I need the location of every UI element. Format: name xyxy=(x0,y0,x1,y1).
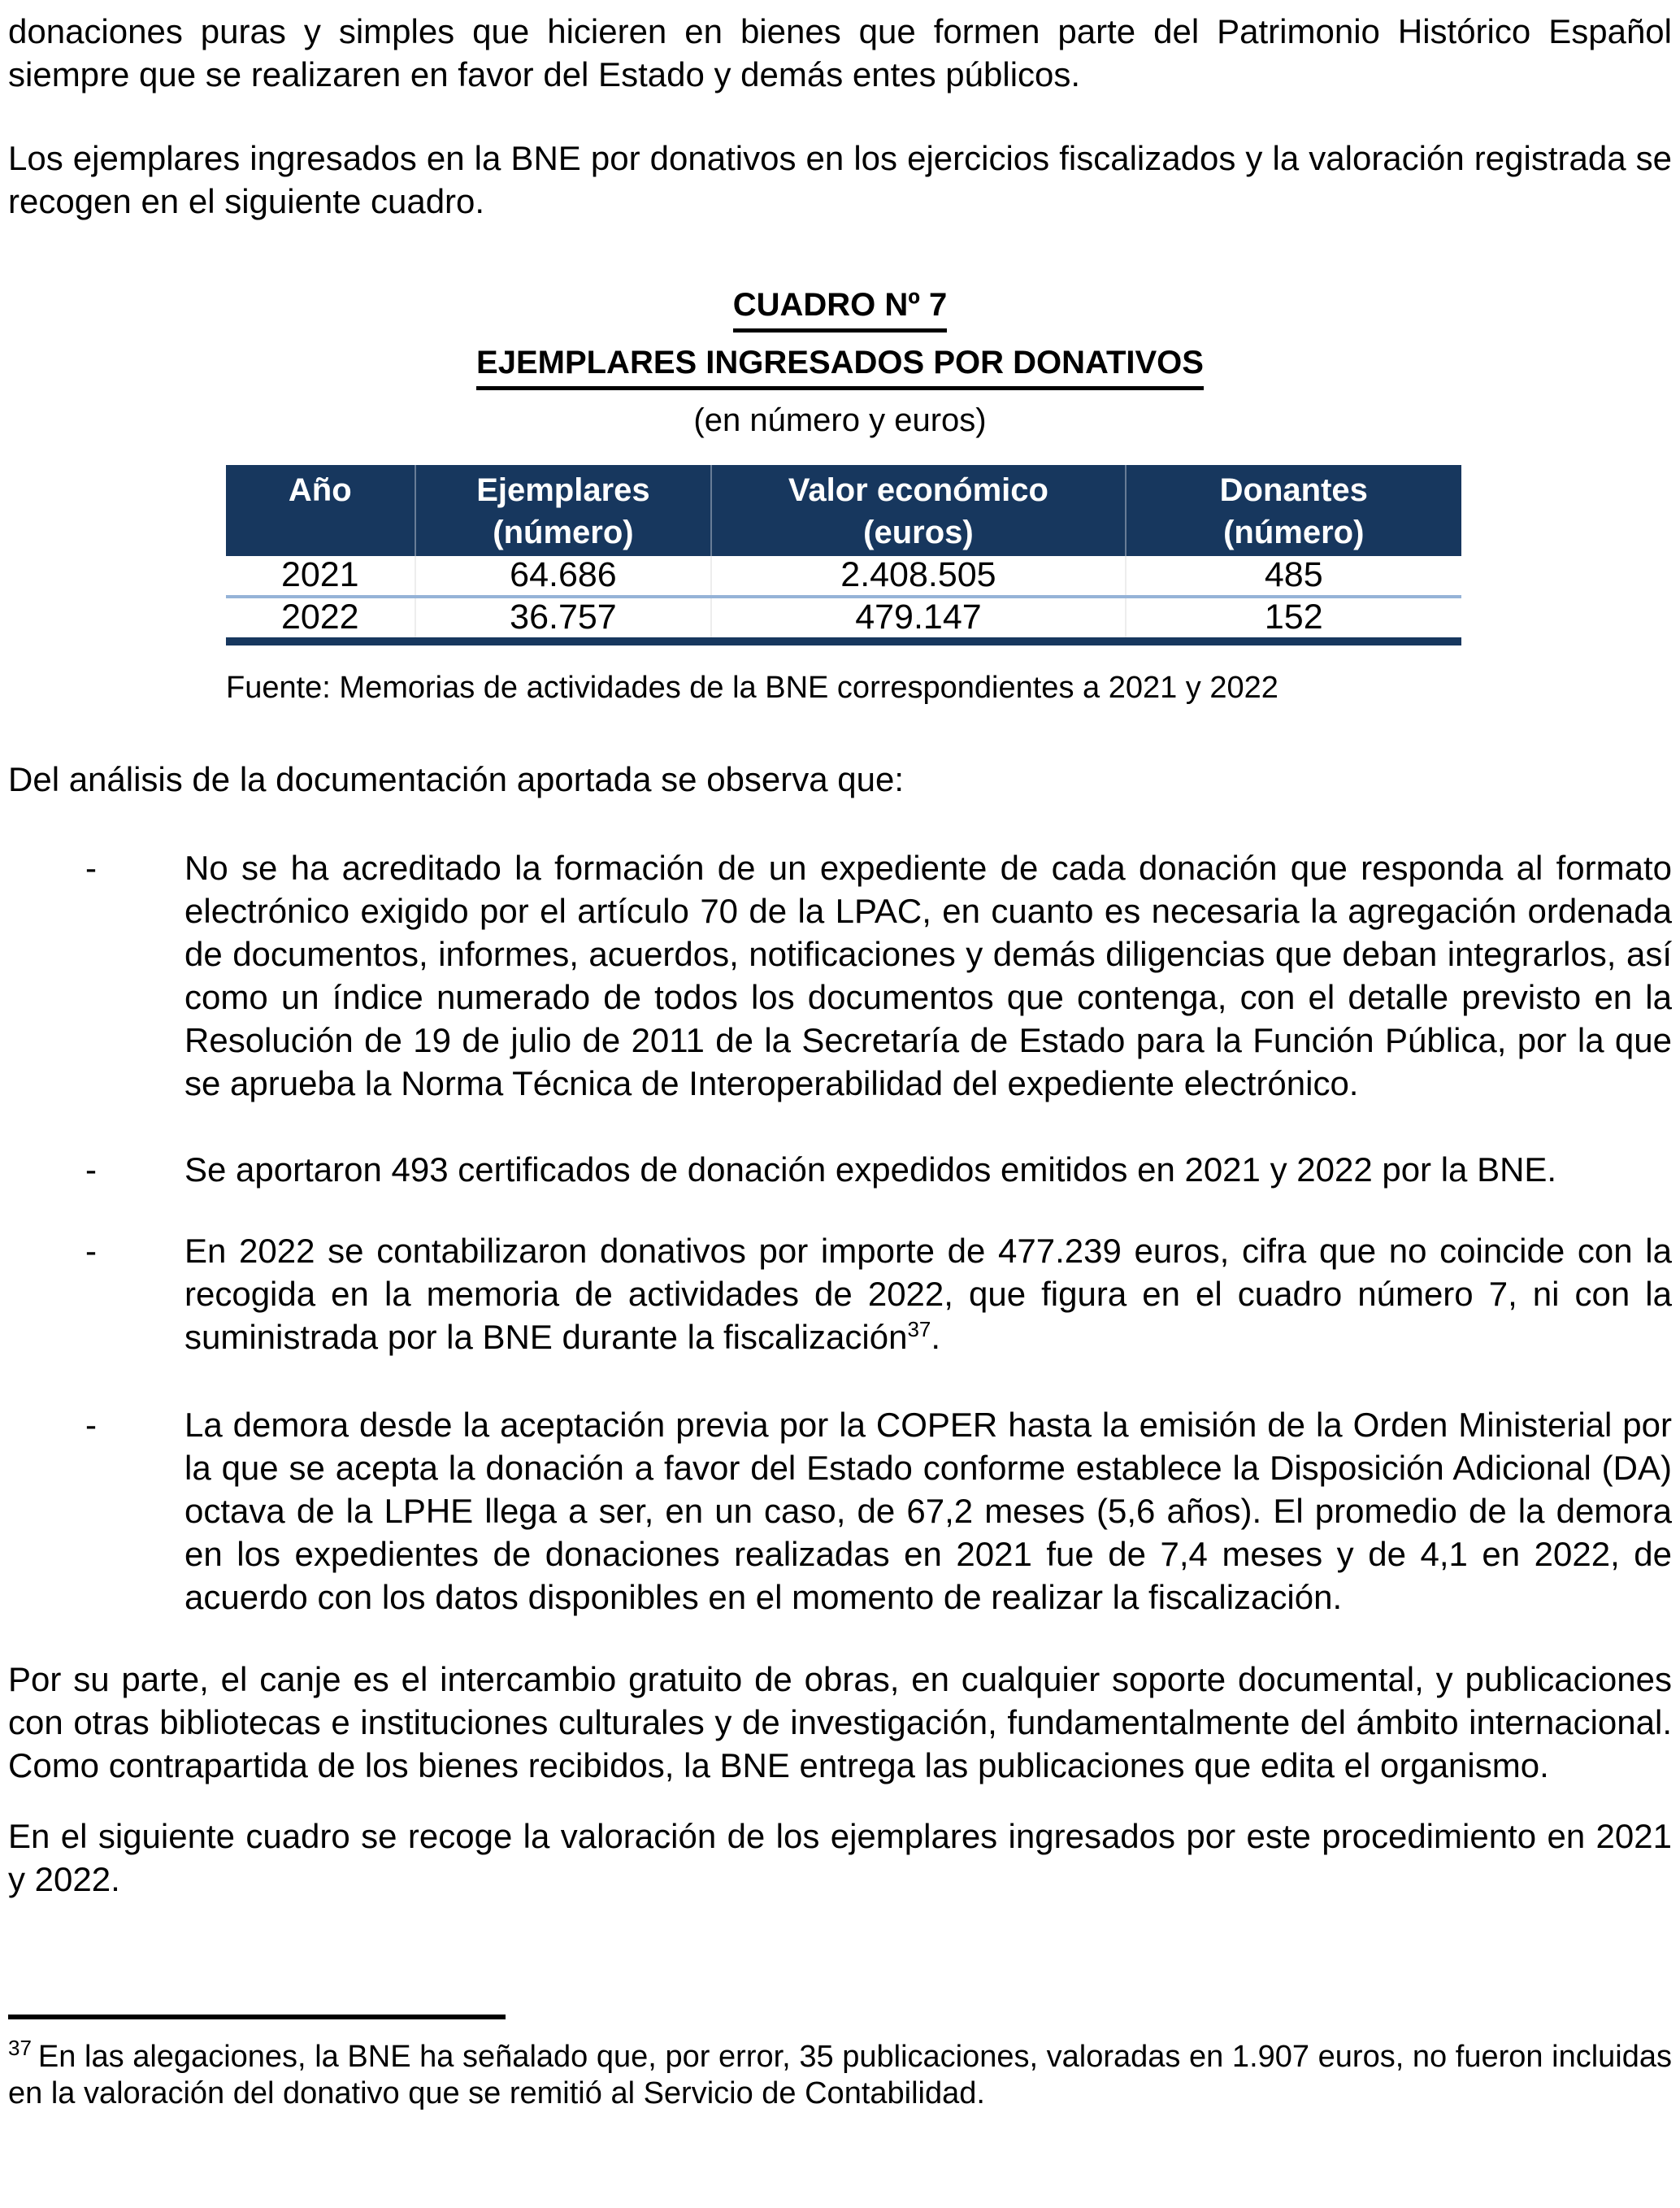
bullet-dash-1: - xyxy=(85,849,97,887)
column-header-donantes-line2: (número) xyxy=(1223,515,1365,550)
cell-2022-anio: 2022 xyxy=(226,597,415,641)
bullet-item-4 xyxy=(8,1403,1672,1619)
table-title-block xyxy=(8,283,1672,442)
bullet-text-4: La demora desde la aceptación previa por la COPER hasta la emisión de la Orden Ministerial por la que se acepta la donación a favor del Estado conforme establece la Disposición Adicional (DA) octava de la LPHE llega a ser, en un caso, de 67,2 meses (5,6 años). El promedio de la demora en los expedientes de donaciones realizadas en 2021 fue de 7,4 meses y de 4,1 en 2022, de acuerdo con los datos disponibles en el momento de realizar la fiscalización. xyxy=(184,1406,1672,1616)
analysis-intro: Del análisis de la documentación aportada se observa que: xyxy=(8,760,905,798)
table-title-name xyxy=(8,341,1672,390)
paragraph-canje: Por su parte, el canje es el intercambio gratuito de obras, en cualquier soporte documental, y publicaciones con otras bibliotecas e instituciones culturales y de investigación, fundamentalmente del ámbito internacional. Como contrapartida de los bienes recibidos, la BNE entrega las publicaciones que edita el organismo. xyxy=(8,1660,1672,1784)
cell-2022-donantes: 152 xyxy=(1126,597,1461,641)
paragraph-siguiente-cuadro: En el siguiente cuadro se recoge la valoración de los ejemplares ingresados por este procedimiento en 2021 y 2022. xyxy=(8,1817,1672,1898)
donations-table xyxy=(226,465,1461,645)
column-header-valor-line2: (euros) xyxy=(863,515,974,550)
data-table-container xyxy=(226,465,1461,645)
bullet-item-2 xyxy=(8,1148,1672,1191)
table-row-2021 xyxy=(226,556,1461,597)
table-title-number-text: CUADRO Nº 7 xyxy=(733,283,948,333)
bullet-text-2: Se aportaron 493 certificados de donación expedidos emitidos en 2021 y 2022 por la BNE. xyxy=(184,1150,1557,1189)
bullet-text-3 xyxy=(184,1229,1672,1358)
paragraph-intro-1: donaciones puras y simples que hicieren en bienes que formen parte del Patrimonio Histórico Español siempre que se realizaren en favor del Estado y demás entes públicos. xyxy=(8,12,1672,93)
column-header-donantes-line1: Donantes xyxy=(1219,472,1368,508)
bullet-item-3 xyxy=(8,1229,1672,1358)
bullet-text-3-after: . xyxy=(931,1318,941,1356)
footnote-reference-37: 37 xyxy=(907,1317,931,1341)
footnote-37 xyxy=(8,2036,1672,2112)
bullet-text-1: No se ha acreditado la formación de un expediente de cada donación que responda al formato electrónico exigido por el artículo 70 de la LPAC, en cuanto es necesaria la agregación ordenada de documentos, informes, acuerdos, notificaciones y demás diligencias que deban integrarlos, así como un índice numerado de todos los documentos que contenga, con el detalle previsto en la Resolución de 19 de julio de 2011 de la Secretaría de Estado para la Función Pública, por la que se aprueba la Norma Técnica de Interoperabilidad del expediente electrónico. xyxy=(184,849,1672,1102)
table-row-2022 xyxy=(226,597,1461,641)
column-header-anio xyxy=(226,465,415,556)
column-header-ejemplares-line2: (número) xyxy=(493,515,634,550)
cell-2021-ejemplares: 64.686 xyxy=(415,556,712,597)
column-header-valor xyxy=(711,465,1125,556)
column-header-anio-line1: Año xyxy=(288,472,352,508)
column-header-donantes xyxy=(1126,465,1461,556)
footnote-37-number: 37 xyxy=(8,2036,32,2061)
cell-2021-donantes: 485 xyxy=(1126,556,1461,597)
cell-2021-anio: 2021 xyxy=(226,556,415,597)
footnote-separator-rule xyxy=(8,2015,506,2019)
cell-2022-valor: 479.147 xyxy=(711,597,1125,641)
table-title-name-text: EJEMPLARES INGRESADOS POR DONATIVOS xyxy=(476,341,1204,390)
bullet-item-1 xyxy=(8,846,1672,1105)
bullet-dash-2: - xyxy=(85,1150,97,1189)
column-header-ejemplares-line1: Ejemplares xyxy=(476,472,650,508)
paragraph-intro-2: Los ejemplares ingresados en la BNE por donativos en los ejercicios fiscalizados y la valoración registrada se recogen en el siguiente cuadro. xyxy=(8,139,1672,220)
column-header-ejemplares xyxy=(415,465,712,556)
table-header-row xyxy=(226,465,1461,556)
column-header-valor-line1: Valor económico xyxy=(788,472,1048,508)
bullet-text-3-before: En 2022 se contabilizaron donativos por importe de 477.239 euros, cifra que no coincide con la recogida en la memoria de actividades de 2022, que figura en el cuadro número 7, ni con la suministrada por la BNE durante la fiscalización xyxy=(184,1232,1672,1356)
table-title-number xyxy=(8,283,1672,333)
table-source-note: Fuente: Memorias de actividades de la BNE correspondientes a 2021 y 2022 xyxy=(226,671,1278,705)
table-subtitle: (en número y euros) xyxy=(693,402,987,438)
bullet-dash-4: - xyxy=(85,1406,97,1444)
footnote-37-text: En las alegaciones, la BNE ha señalado que, por error, 35 publicaciones, valoradas en 1.907 euros, no fueron incluidas en la valoración del donativo que se remitió al Servicio de Contabilidad. xyxy=(8,2040,1672,2110)
cell-2022-ejemplares: 36.757 xyxy=(415,597,712,641)
cell-2021-valor: 2.408.505 xyxy=(711,556,1125,597)
bullet-dash-3: - xyxy=(85,1232,97,1270)
